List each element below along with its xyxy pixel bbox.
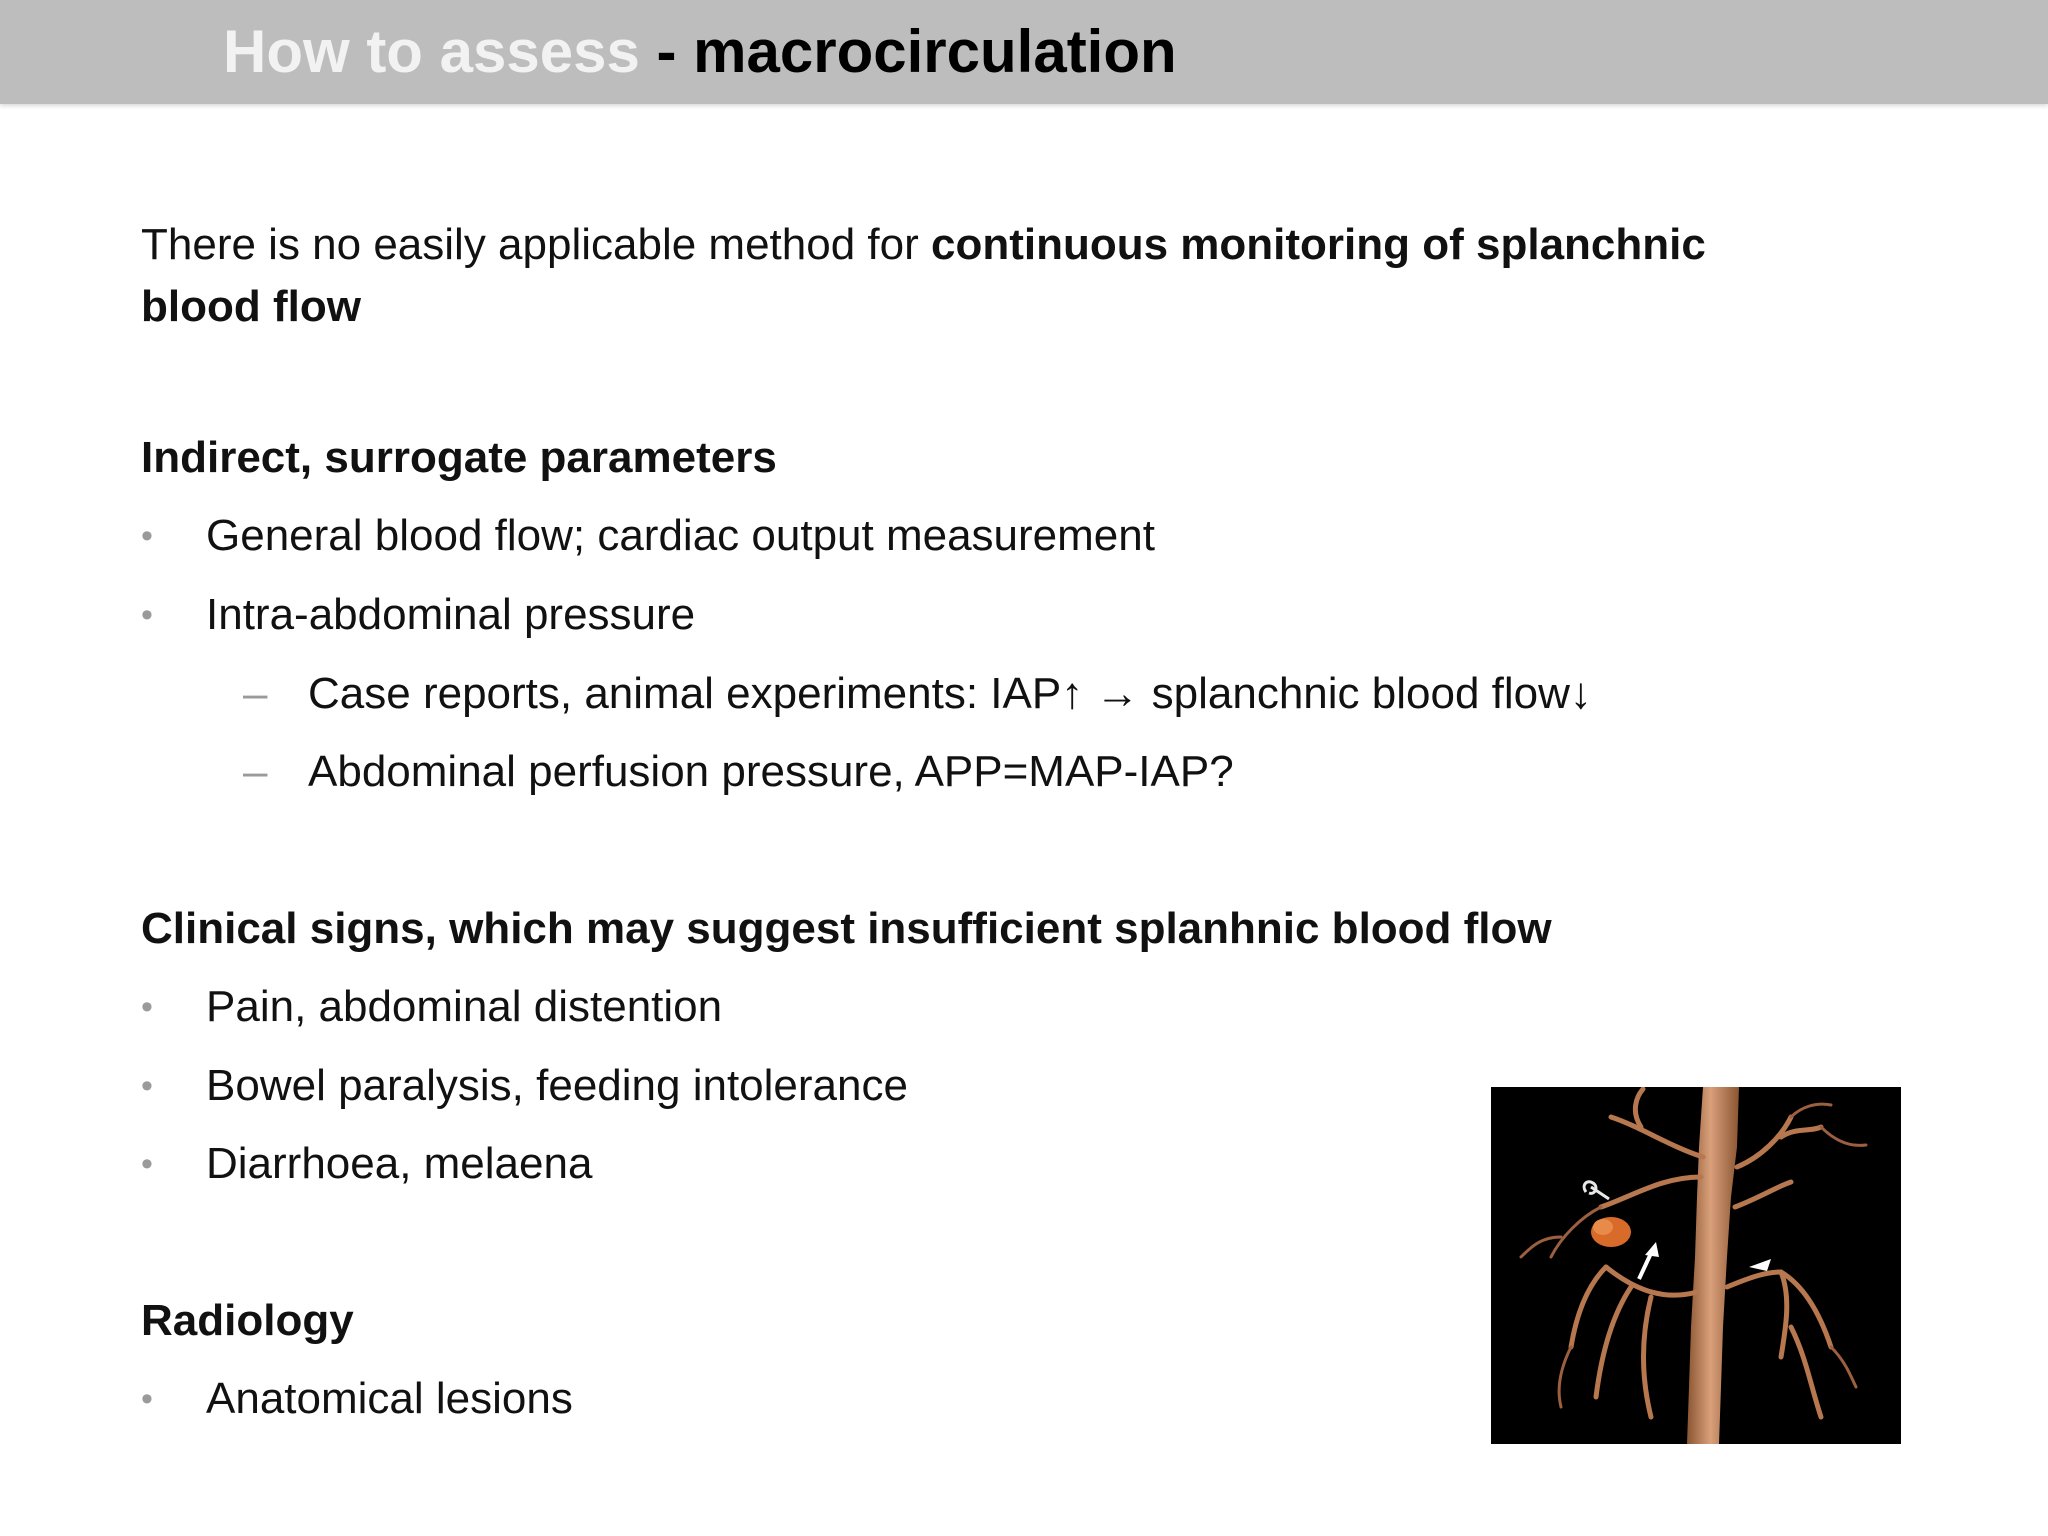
- bullet-icon: •: [141, 1145, 153, 1183]
- section-heading-clinical-signs: Clinical signs, which may suggest insufficient splanhnic blood flow: [141, 904, 1552, 953]
- ct-angiography-image: [1491, 1087, 1901, 1444]
- dash-icon: –: [243, 669, 268, 718]
- bullet-icon: •: [141, 596, 153, 634]
- slide-title-part-1: How to assess: [223, 18, 640, 85]
- sub-list-item-text: Case reports, animal experiments: IAP↑ → splanchnic blood flow↓: [308, 669, 1592, 718]
- sub-list-item-text: Abdominal perfusion pressure, APP=MAP-IAP?: [308, 747, 1234, 796]
- intro-paragraph: [141, 214, 1821, 338]
- dash-icon: –: [243, 747, 268, 796]
- bullet-icon: •: [141, 517, 153, 555]
- section-heading-radiology: Radiology: [141, 1296, 354, 1345]
- intro-bold-1: continuous monitoring of splanchnic: [930, 220, 1706, 269]
- list-item-text: Diarrhoea, melaena: [206, 1139, 593, 1188]
- list-item-text: General blood flow; cardiac output measurement: [206, 511, 1155, 560]
- title-bar: [0, 0, 2048, 104]
- list-item-text: Intra-abdominal pressure: [206, 590, 696, 639]
- slide-title: [223, 16, 1177, 88]
- aorta-illustration: [1491, 1087, 1901, 1444]
- list-item-text: Pain, abdominal distention: [206, 982, 723, 1031]
- bullet-icon: •: [141, 1380, 153, 1418]
- intro-text: There is no easily applicable method for: [141, 220, 931, 269]
- slide-title-part-2: - macrocirculation: [639, 18, 1177, 85]
- list-item-text: Anatomical lesions: [206, 1374, 573, 1423]
- bullet-icon: •: [141, 988, 153, 1026]
- list-item-text: Bowel paralysis, feeding intolerance: [206, 1061, 908, 1110]
- section-heading-indirect: Indirect, surrogate parameters: [141, 433, 777, 482]
- bullet-icon: •: [141, 1067, 153, 1105]
- intro-bold-2: blood flow: [141, 282, 361, 331]
